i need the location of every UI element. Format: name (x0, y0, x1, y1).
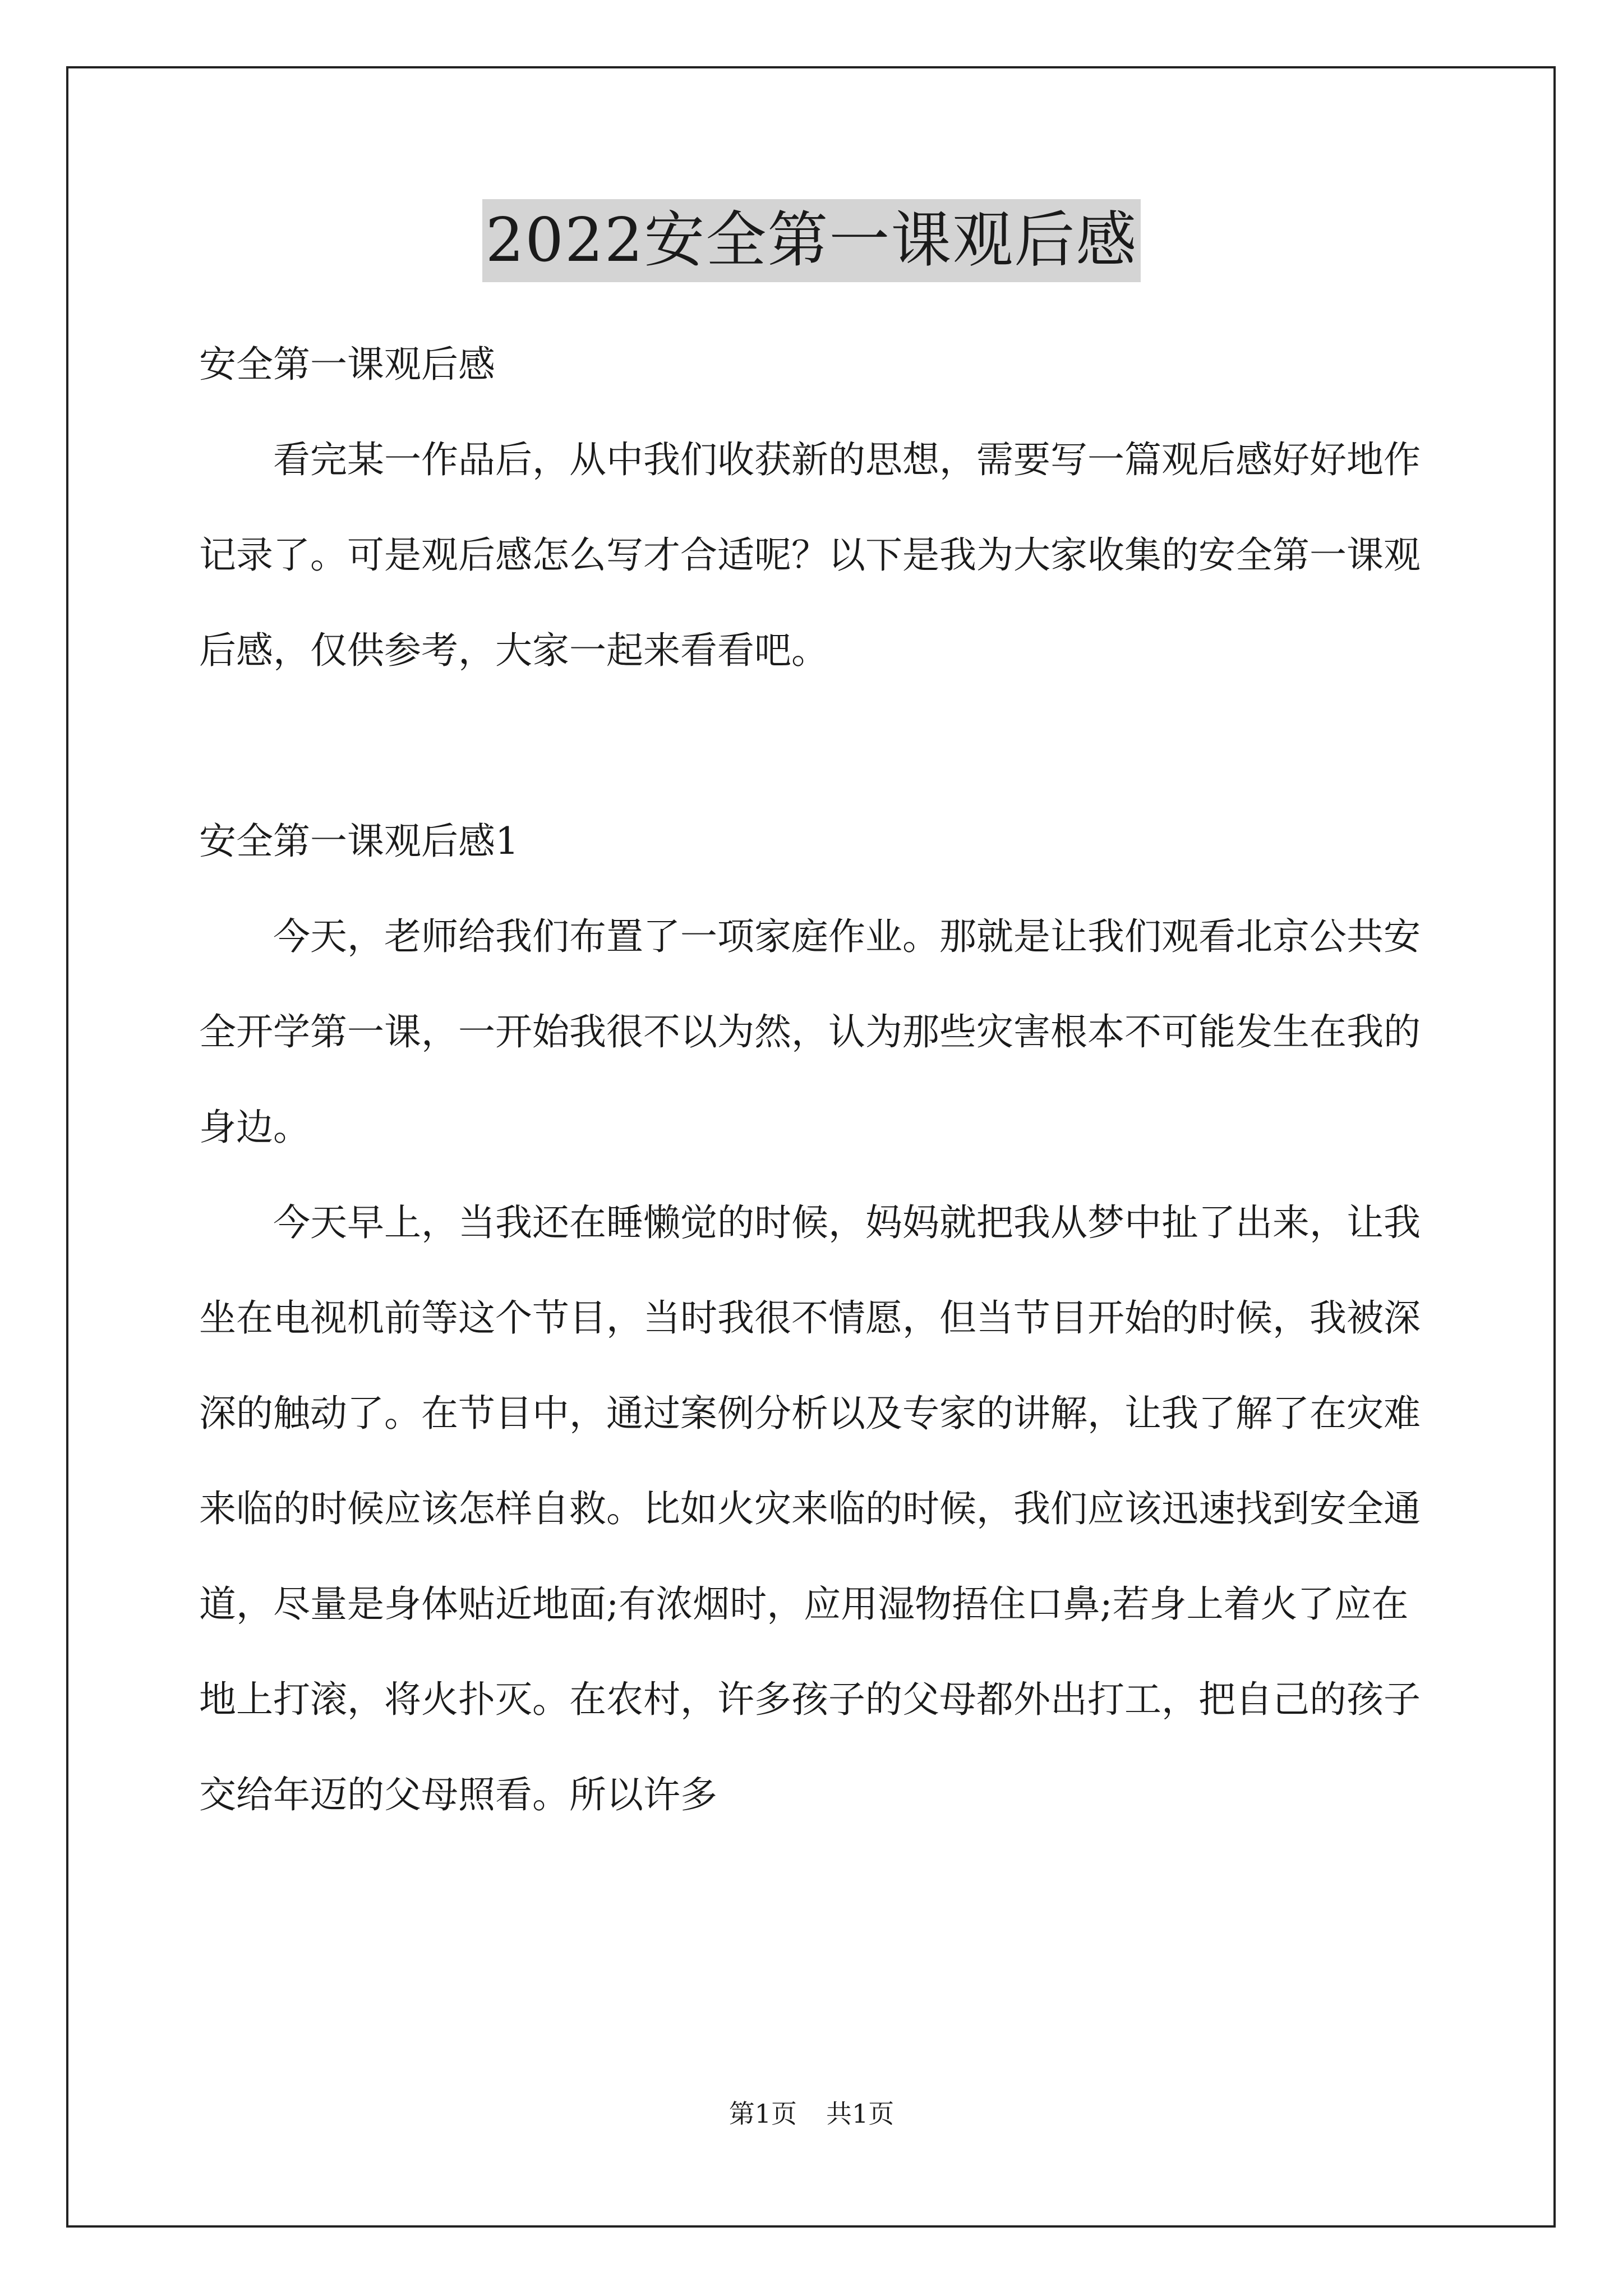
subtitle-heading: 安全第一课观后感 (199, 343, 495, 386)
body-paragraph-2: 今天早上，当我还在睡懒觉的时候，妈妈就把我从梦中扯了出来，让我坐在电视机前等这个节目，当时我很不情愿，但当节目开始的时候，我被深深的触动了。在节目中，通过案例分析以及专家的讲解，让我了解了在灾难来临的时候应该怎样自救。比如火灾来临的时候，我们应该迅速找到安全通道，尽量是身体贴近地面;有浓烟时，应用湿物捂住口鼻;若身上着火了应在地上打滚，将火扑灭。在农村，许多孩子的父母都外出打工，把自己的孩子交给年迈的父母照看。所以许多 (199, 1201, 1421, 1816)
body-paragraph-1: 今天，老师给我们布置了一项家庭作业。那就是让我们观看北京公共安全开学第一课，一开始我很不以为然，认为那些灾害根本不可能发生在我的身边。 (199, 915, 1421, 1149)
page-total: 共1页 (826, 2099, 895, 2129)
intro-paragraph: 看完某一作品后，从中我们收获新的思想，需要写一篇观后感好好地作记录了。可是观后感怎么写才合适呢？以下是我为大家收集的安全第一课观后感，仅供参考，大家一起来看看吧。 (199, 438, 1421, 672)
page-footer (0, 2097, 1623, 2131)
page-number: 第1页 (728, 2099, 797, 2129)
section-spacer (199, 698, 1438, 794)
document-body (199, 317, 1438, 1843)
section-heading: 安全第一课观后感1 (199, 820, 519, 863)
title-container (0, 199, 1623, 282)
document-title: 2022安全第一课观后感 (482, 199, 1141, 282)
